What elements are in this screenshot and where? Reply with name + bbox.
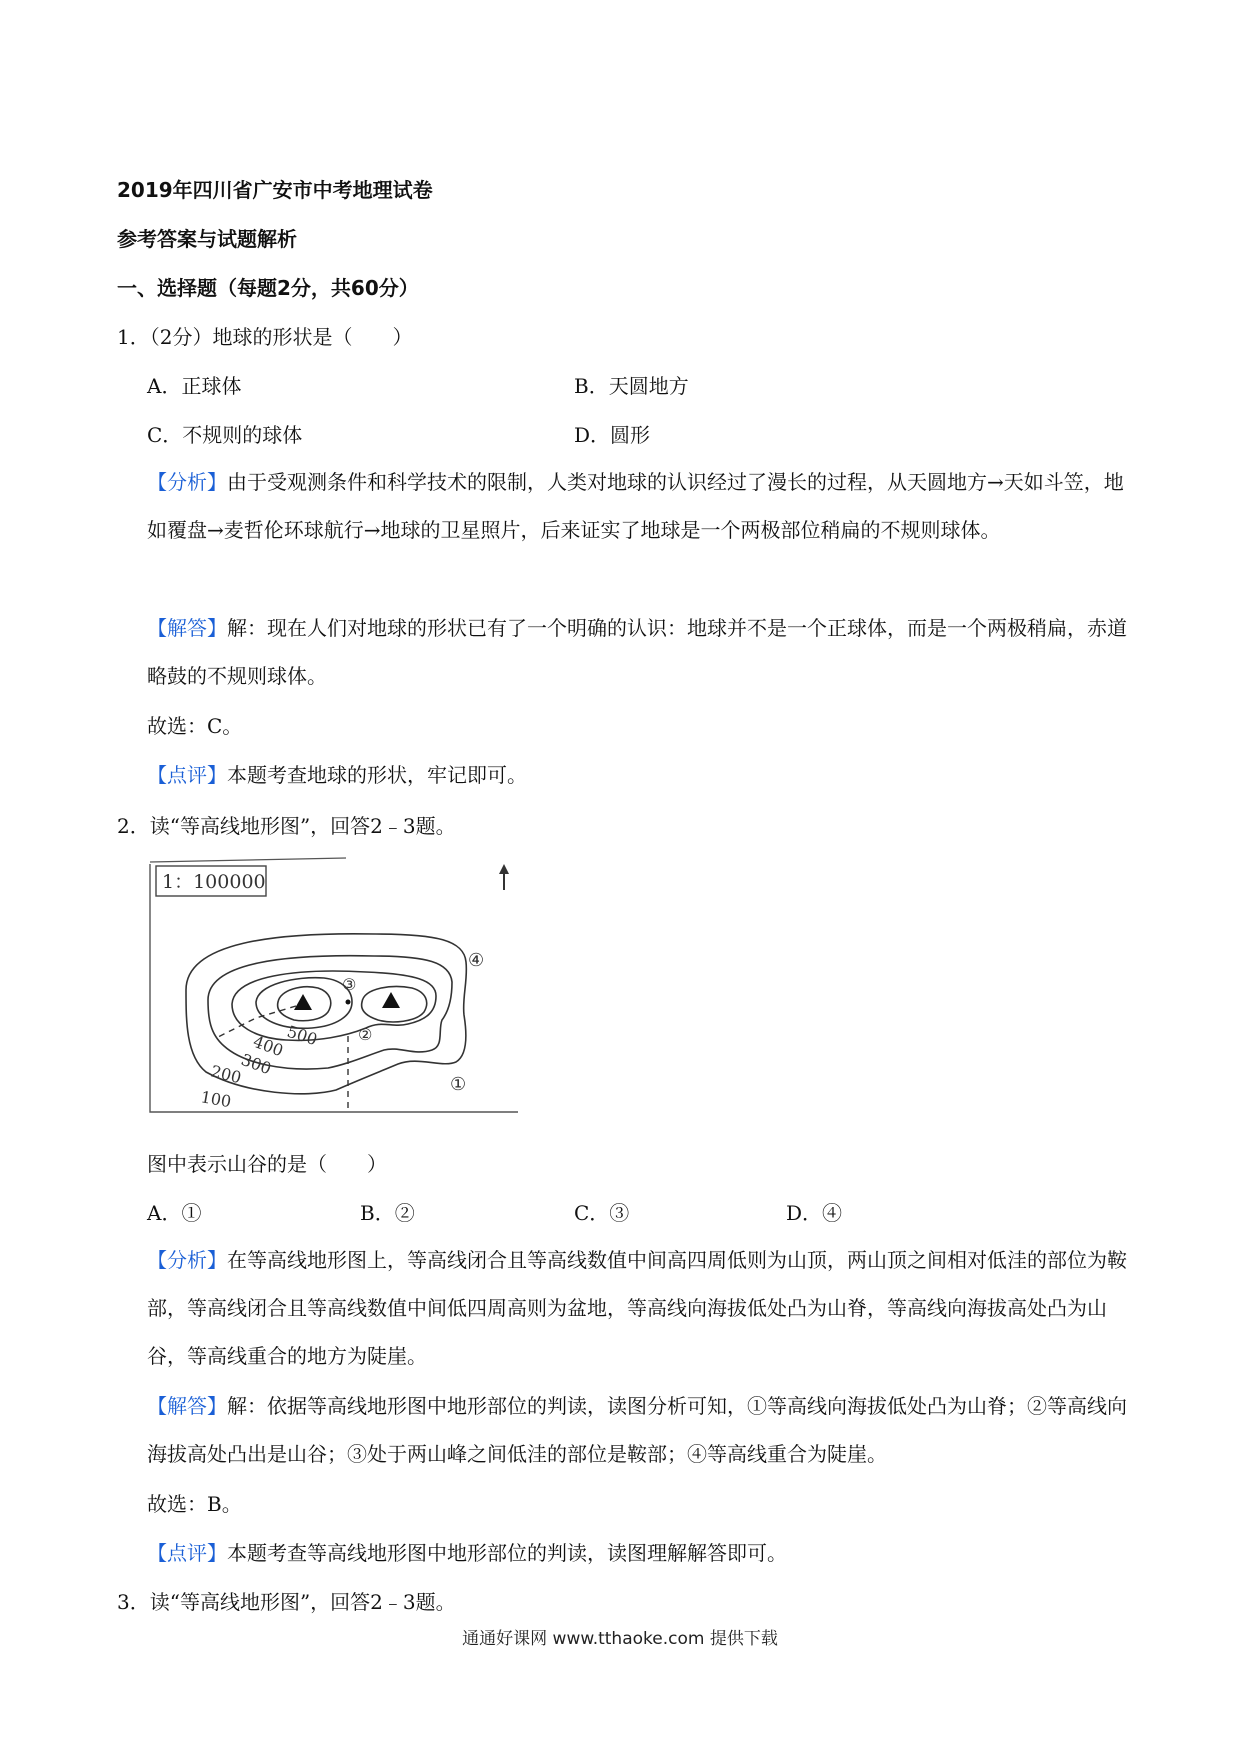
analysis-text: 在等高线地形图上，等高线闭合且等高线数值中间高四周低则为山顶，两山顶之间相对低洼的部位为鞍部，等高线闭合且等高线数值中间低四周高则为盆地，等高线向海拔低处凸为山脊，等高线向海拔高处凸为山谷，等高线重合的地方为陡崖。 xyxy=(147,1248,1127,1368)
q2-question: 图中表示山谷的是（ ） xyxy=(147,1152,387,1176)
peak-icon xyxy=(294,994,312,1010)
section-heading: 一、选择题（每题2分，共60分） xyxy=(117,276,419,300)
comment-tag: 【点评】 xyxy=(147,1541,227,1565)
peak-icon xyxy=(382,992,400,1008)
marker-1: ① xyxy=(450,1074,467,1095)
contour-label: 100 xyxy=(199,1087,233,1112)
answer-tag: 【解答】 xyxy=(147,1394,227,1418)
contour-label: 400 xyxy=(250,1031,286,1061)
comment-text: 本题考查地球的形状，牢记即可。 xyxy=(227,763,527,787)
contour-label: 300 xyxy=(238,1049,274,1079)
q1-stem: 1．（2分）地球的形状是（ ） xyxy=(117,325,413,349)
analysis-tag: 【分析】 xyxy=(147,470,227,494)
q2-option-d: D．④ xyxy=(786,1201,843,1225)
analysis-text: 由于受观测条件和科学技术的限制，人类对地球的认识经过了漫长的过程，从天圆地方→天如斗笠，地如覆盘→麦哲伦环球航行→地球的卫星照片，后来证实了地球是一个两极部位稍扁的不规则球体。 xyxy=(147,470,1124,542)
q1-comment xyxy=(147,751,1127,799)
q2-answer xyxy=(147,1382,1127,1478)
q2-option-a: A．① xyxy=(147,1201,202,1225)
q1-answer xyxy=(147,604,1127,700)
q1-option-d: D．圆形 xyxy=(574,423,651,447)
marker-2: ② xyxy=(358,1025,373,1044)
q2-option-c: C．③ xyxy=(574,1201,630,1225)
contour-map xyxy=(146,850,518,1122)
map-frame-top xyxy=(150,858,346,862)
doc-title: 2019年四川省广安市中考地理试卷 xyxy=(117,178,433,202)
q2-comment xyxy=(147,1529,1127,1577)
marker-3: ③ xyxy=(342,975,357,994)
contour-label: 200 xyxy=(209,1061,244,1088)
comment-text: 本题考查等高线地形图中地形部位的判读，读图理解解答即可。 xyxy=(227,1541,787,1565)
comment-tag: 【点评】 xyxy=(147,763,227,787)
footer-credit: 通通好课网 www.tthaoke.com 提供下载 xyxy=(462,1629,778,1649)
q1-choice: 故选：C。 xyxy=(147,714,243,738)
marker-4: ④ xyxy=(468,950,485,971)
contour-300 xyxy=(232,971,436,1040)
saddle-point xyxy=(346,1000,351,1005)
q1-option-a: A．正球体 xyxy=(147,374,242,398)
q2-analysis xyxy=(147,1236,1127,1380)
scale-label: 1：100000 xyxy=(162,871,266,893)
answer-text: 解：现在人们对地球的形状已有了一个明确的认识：地球并不是一个正球体，而是一个两极稍扁，赤道略鼓的不规则球体。 xyxy=(147,616,1127,688)
answer-tag: 【解答】 xyxy=(147,616,227,640)
q2-stem: 2．读“等高线地形图”，回答2﹣3题。 xyxy=(117,814,456,838)
answer-text: 解：依据等高线地形图中地形部位的判读，读图分析可知，①等高线向海拔低处凸为山脊；②等高线向海拔高处凸出是山谷；③处于两山峰之间低洼的部位是鞍部；④等高线重合为陡崖。 xyxy=(147,1394,1127,1466)
analysis-tag: 【分析】 xyxy=(147,1248,227,1272)
contour-label: 500 xyxy=(284,1021,320,1050)
q1-option-c: C．不规则的球体 xyxy=(147,423,303,447)
q1-option-b: B．天圆地方 xyxy=(574,374,689,398)
q2-choice: 故选：B。 xyxy=(147,1492,242,1516)
q1-analysis xyxy=(147,458,1127,554)
north-arrow-icon xyxy=(499,864,509,890)
doc-subtitle: 参考答案与试题解析 xyxy=(117,227,297,251)
q3-stem: 3．读“等高线地形图”，回答2﹣3题。 xyxy=(117,1590,456,1614)
q2-option-b: B．② xyxy=(360,1201,415,1225)
